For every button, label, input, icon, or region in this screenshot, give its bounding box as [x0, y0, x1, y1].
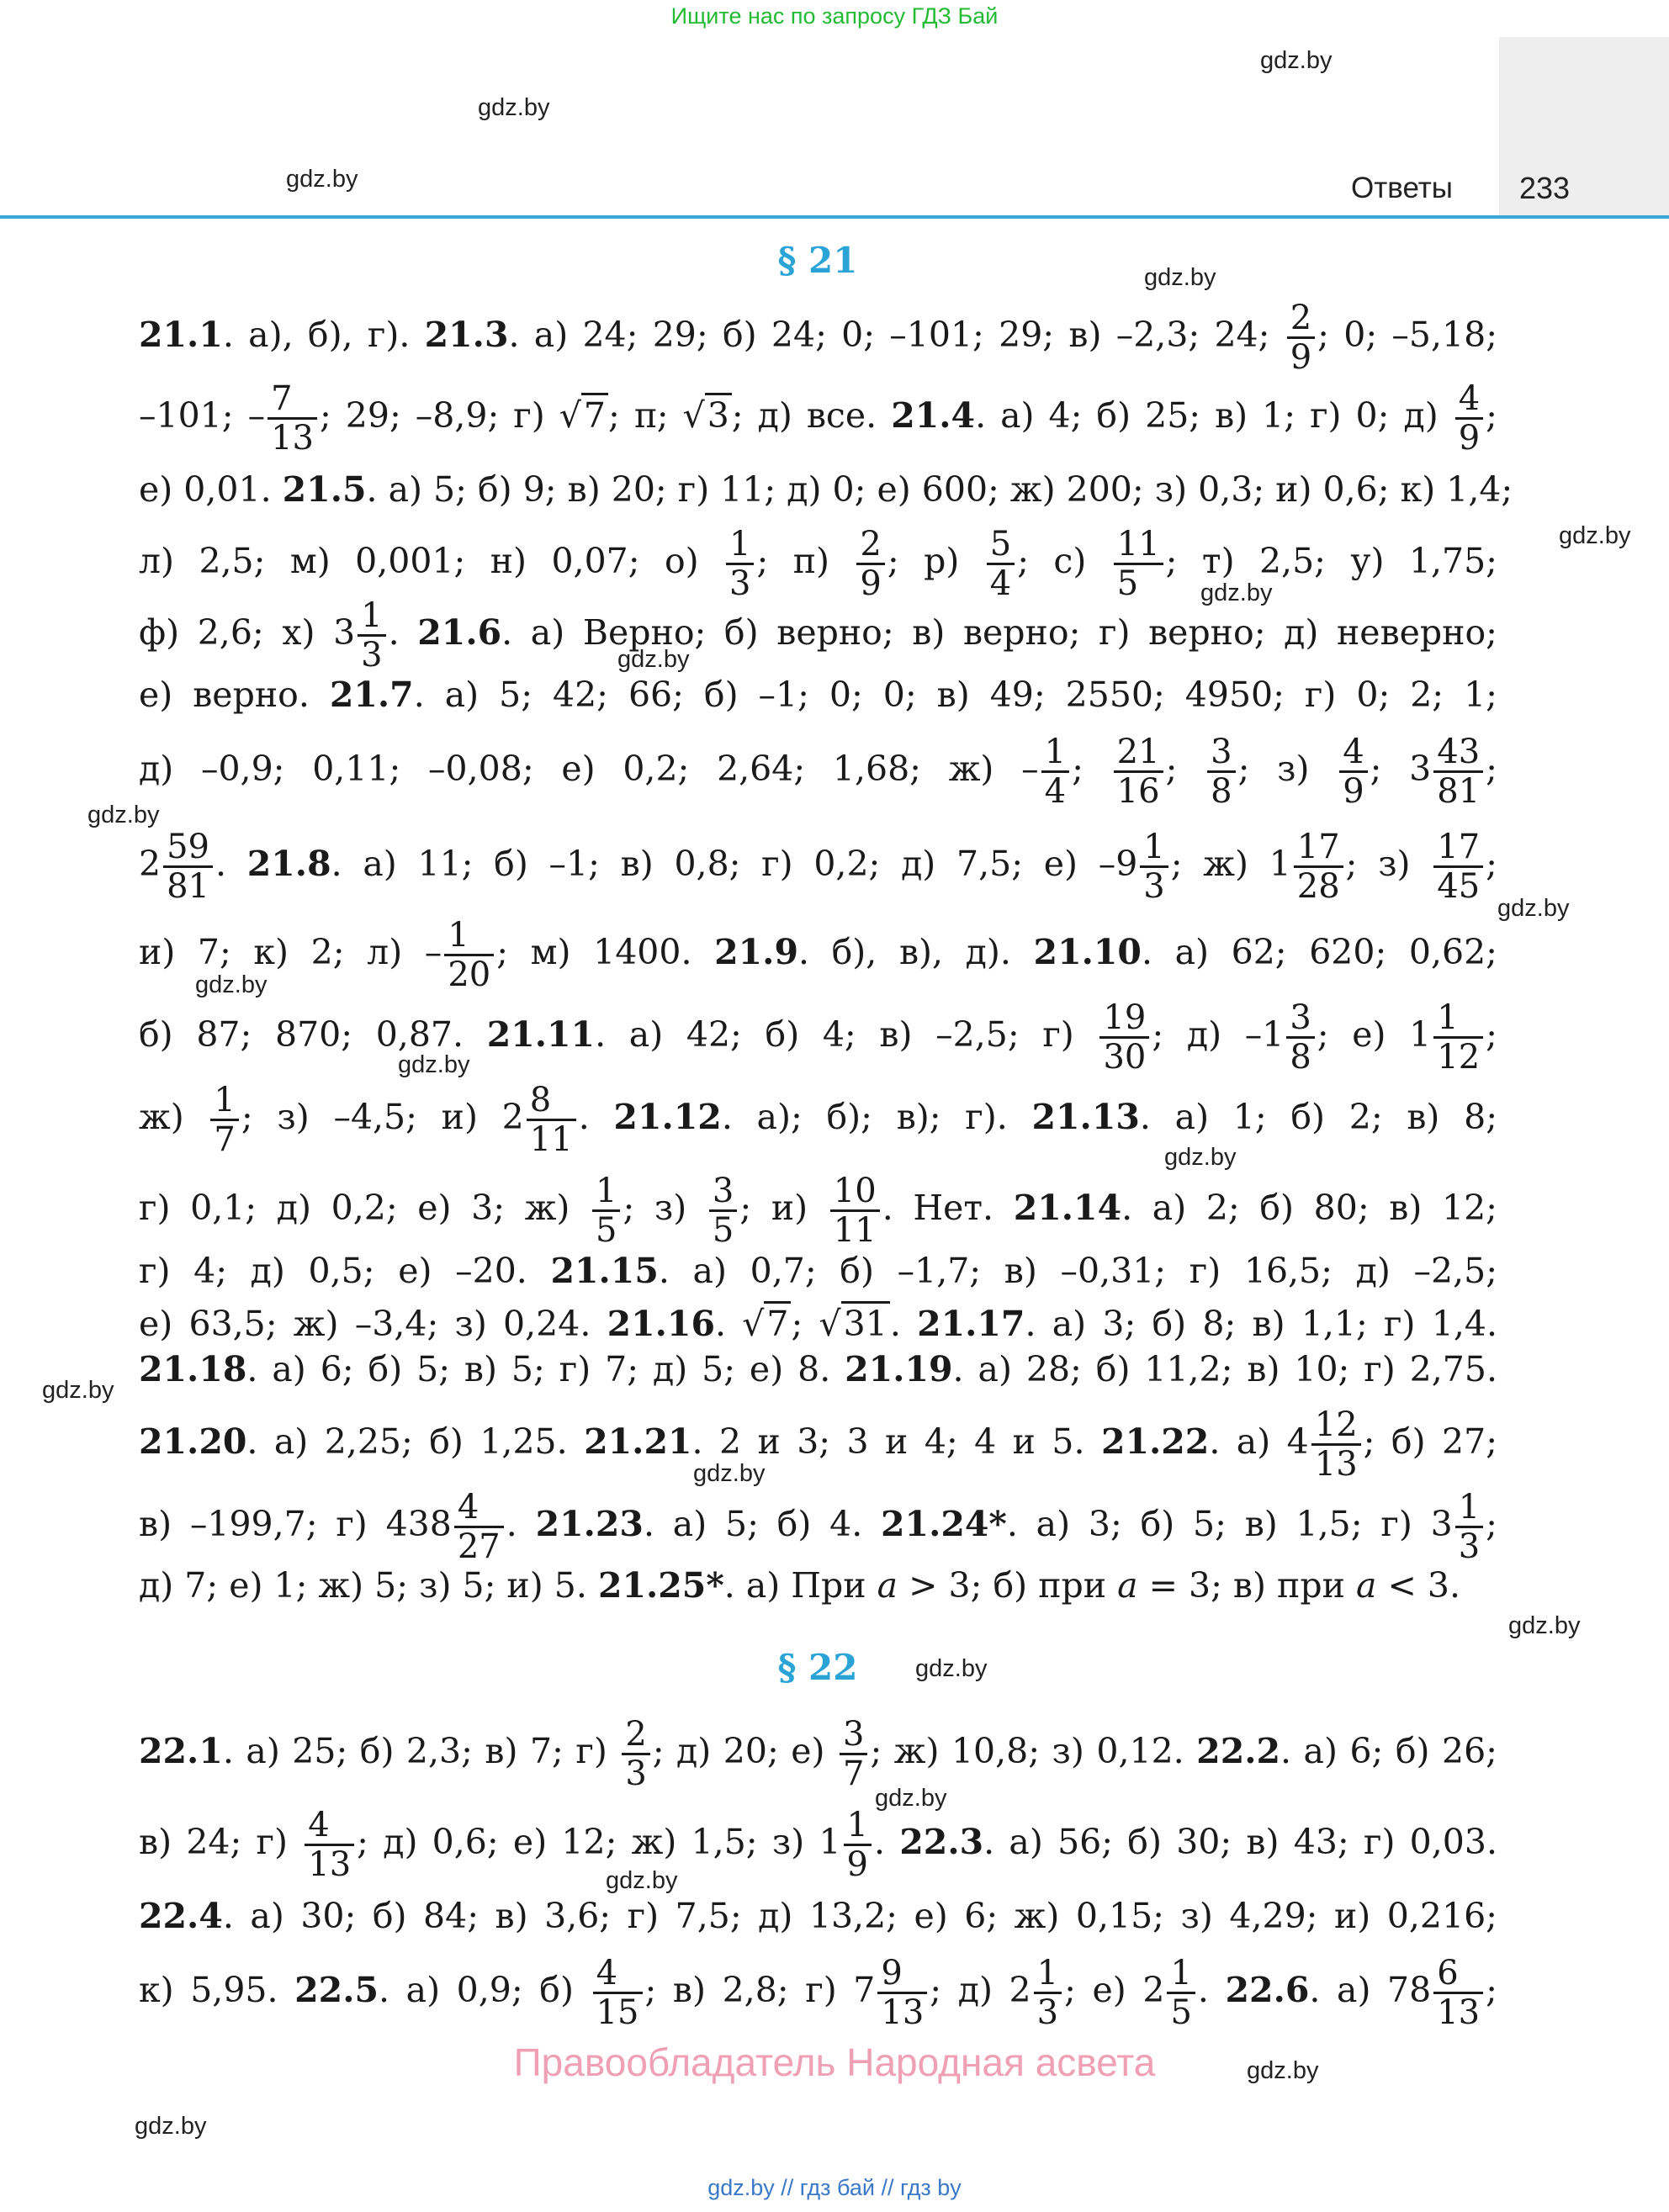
watermark: gdz.by — [1144, 264, 1216, 291]
answer-line: д) 7; е) 1; ж) 5; з) 5; и) 5. 21.25*. а) При a > 3; б) при a = 3; в) при a < 3. — [139, 1565, 1460, 1606]
answer-line: е) 0,01. 21.5. а) 5; б) 9; в) 20; г) 11; д) 0; е) 600; ж) 200; з) 0,3; и) 0,6; к) 1,4; — [139, 469, 1513, 510]
watermark: gdz.by — [1260, 47, 1333, 74]
answer-line: е) 63,5; ж) –3,4; з) 0,24. 21.16. √7; √31. 21.17. а) 3; б) 8; в) 1,1; г) 1,4. — [139, 1299, 1497, 1349]
watermark: gdz.by — [135, 2113, 207, 2140]
header-divider — [0, 215, 1669, 219]
answer-line: д) –0,9; 0,11; –0,08; е) 0,2; 2,64; 1,68; ж) – $\frac{1}{4}$ ; $\frac{21}{16}$ ; $\frac{3}{8}$ ; з) $\frac{4}{9}$ ; 3 $\frac{43}{81}$ ; — [139, 733, 1497, 811]
watermark: gdz.by — [398, 1051, 470, 1078]
answer-line: 21.20. а) 2,25; б) 1,25. 21.21. 2 и 3; 3 и 4; 4 и 5. 21.22. а) 4 $\frac{12}{13}$ ; б) 27; — [139, 1405, 1498, 1484]
watermark: gdz.by — [606, 1867, 678, 1894]
answer-line: г) 4; д) 0,5; е) –20. 21.15. а) 0,7; б) –1,7; в) –0,31; г) 16,5; д) –2,5; — [139, 1251, 1498, 1291]
answer-line: –101; – $\frac{7}{13}$ ; 29; –8,9; г) √7; π; √3; д) все. 21.4. а) 4; б) 25; в) 1; г) 0; д) $\frac{4}{9}$ ; — [139, 379, 1497, 458]
answer-line: л) 2,5; м) 0,001; н) 0,07; о) $\frac{1}{3}$ ; п) $\frac{2}{9}$ ; р) $\frac{5}{4}$ ; с) $\frac{11}{5}$ ; т) 2,5; у) 1,75; — [139, 525, 1497, 603]
watermark: gdz.by — [87, 802, 160, 828]
watermark: gdz.by — [1559, 522, 1631, 549]
watermark: gdz.by — [617, 646, 690, 673]
answer-line: 22.4. а) 30; б) 84; в) 3,6; г) 7,5; д) 13,2; е) 6; ж) 0,15; з) 4,29; и) 0,216; — [139, 1896, 1497, 1936]
footer-links: gdz.by // гдз бай // гдз by — [707, 2175, 962, 2200]
answer-line: 2 $\frac{59}{81}$ . 21.8. а) 11; б) –1; в) 0,8; г) 0,2; д) 7,5; е) –9 $\frac{1}{3}$ ; ж) 1 $\frac{17}{28}$ ; з) $\frac{17}{45}$ ; — [139, 828, 1497, 906]
answer-line: 21.18. а) 6; б) 5; в) 5; г) 7; д) 5; е) 8. 21.19. а) 28; б) 11,2; в) 10; г) 2,75. — [139, 1349, 1497, 1389]
answer-line: б) 87; 870; 0,87. 21.11. а) 42; б) 4; в) –2,5; г) $\frac{19}{30}$ ; д) –1 $\frac{3}{8}$ ; е) 1 $\frac{1}{12}$ ; — [139, 998, 1497, 1077]
watermark: gdz.by — [195, 971, 268, 998]
watermark: gdz.by — [42, 1377, 114, 1404]
answer-line: в) 24; г) $\frac{4}{13}$ ; д) 0,6; е) 12; ж) 1,5; з) 1 $\frac{1}{9}$ . 22.3. а) 56; б) 30; в) 43; г) 0,03. — [139, 1806, 1497, 1884]
top-banner: Ищите нас по запросу ГДЗ Бай — [670, 3, 999, 29]
watermark: gdz.by — [286, 166, 358, 193]
watermark: gdz.by — [1508, 1612, 1581, 1639]
copyright-notice: Правообладатель Народная асвета — [513, 2040, 1156, 2084]
watermark: gdz.by — [1247, 2057, 1319, 2084]
answer-line: ф) 2,6; х) 3 $\frac{1}{3}$ . 21.6. а) Верно; б) верно; в) верно; г) верно; д) неверно; — [139, 596, 1497, 675]
answer-line: и) 7; к) 2; л) – $\frac{1}{20}$ ; м) 1400. 21.9. б), в), д). 21.10. а) 62; 620; 0,62; — [139, 916, 1497, 994]
watermark: gdz.by — [693, 1460, 766, 1487]
answer-line: е) верно. 21.7. а) 5; 42; 66; б) –1; 0; 0; в) 49; 2550; 4950; г) 0; 2; 1; — [139, 675, 1497, 715]
watermark: gdz.by — [1497, 895, 1570, 922]
answer-line: к) 5,95. 22.5. а) 0,9; б) $\frac{4}{15}$ ; в) 2,8; г) 7 $\frac{9}{13}$ ; д) 2 $\frac{1}{3}$ ; е) 2 $\frac{1}{5}$ . 22.6. а) 78 $\frac{6}{13}$ ; — [139, 1954, 1497, 2032]
section-title-22: § 22 — [777, 1647, 858, 1688]
watermark: gdz.by — [1200, 579, 1273, 606]
answer-line: ж) $\frac{1}{7}$ ; з) –4,5; и) 2 $\frac{8}{11}$ . 21.12. а); б); в); г). 21.13. а) 1; б) 2; в) 8; — [139, 1081, 1498, 1159]
page-number: 233 — [1519, 171, 1571, 205]
watermark: gdz.by — [478, 94, 550, 121]
section-label: Ответы — [1351, 172, 1453, 204]
answer-line: в) –199,7; г) 438 $\frac{4}{27}$ . 21.23. а) 5; б) 4. 21.24*. а) 3; б) 5; в) 1,5; г) 3 $\frac{1}{3}$ ; — [139, 1488, 1497, 1566]
answer-line: 22.1. а) 25; б) 2,3; в) 7; г) $\frac{2}{3}$ ; д) 20; е) $\frac{3}{7}$ ; ж) 10,8; з) 0,12. 22.2. а) 6; б) 26; — [139, 1715, 1497, 1793]
watermark: gdz.by — [1164, 1144, 1237, 1171]
answer-line: 21.1. а), б), г). 21.3. а) 24; 29; б) 24; 0; –101; 29; в) –2,3; 24; $\frac{2}{9}$ ; 0; –5,18; — [139, 299, 1498, 377]
answer-line: г) 0,1; д) 0,2; е) 3; ж) $\frac{1}{5}$ ; з) $\frac{3}{5}$ ; и) $\frac{10}{11}$ . Нет. 21.14. а) 2; б) 80; в) 12; — [139, 1172, 1497, 1250]
watermark: gdz.by — [915, 1655, 988, 1682]
watermark: gdz.by — [875, 1785, 947, 1812]
section-title-21: § 21 — [777, 240, 858, 281]
